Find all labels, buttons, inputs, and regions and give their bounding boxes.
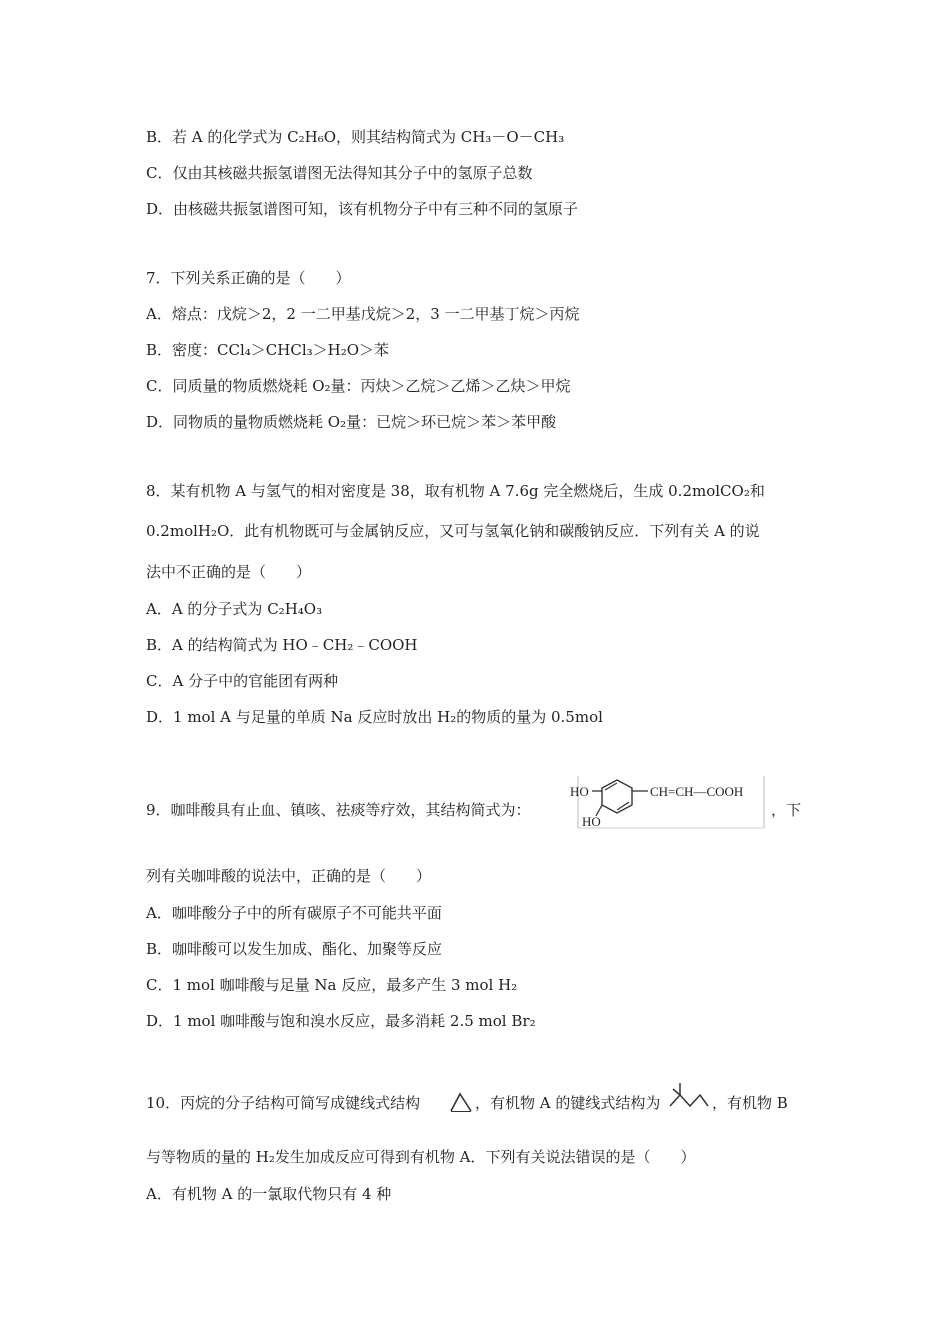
q8-stem-line3: 法中不正确的是（ ） [146,563,312,581]
q10-stem-part1: 10．丙烷的分子结构可简写成键线式结构 [146,1094,421,1112]
caffeic-acid-structure [568,772,768,832]
q8-option-a: A．A 的分子式为 C₂H₄O₃ [146,600,323,618]
q7-stem: 7．下列关系正确的是（ ） [146,269,351,287]
struct-ho-bottom: HO [582,814,601,829]
q9-stem-line2: 列有关咖啡酸的说法中，正确的是（ ） [146,867,432,885]
q7-option-d: D．同物质的量物质燃烧耗 O₂量：已烷＞环已烷＞苯＞苯甲酸 [146,413,557,431]
q7-option-b: B．密度：CCl₄＞CHCl₃＞H₂O＞苯 [146,341,390,359]
q6-option-c: C．仅由其核磁共振氢谱图无法得知其分子中的氢原子总数 [146,164,533,182]
q10-option-a: A．有机物 A 的一氯取代物只有 4 种 [146,1185,392,1203]
q10-stem-part2: ，有机物 A 的键线式结构为 [475,1094,661,1112]
struct-chain: CH=CH—COOH [650,784,744,799]
q8-stem-line2: 0.2molH₂O．此有机物既可与金属钠反应，又可与氢氧化钠和碳酸钠反应．下列有关 A 的说 [146,522,760,540]
q8-option-d: D．1 mol A 与足量的单质 Na 反应时放出 H₂的物质的量为 0.5mol [146,708,603,726]
q8-option-c: C．A 分子中的官能团有两种 [146,672,339,690]
q7-option-a: A．熔点：戊烷＞2，2 一二甲基戊烷＞2，3 一二甲基丁烷＞丙烷 [146,305,580,323]
q7-option-c: C．同质量的物质燃烧耗 O₂量：丙炔＞乙烷＞乙烯＞乙炔＞甲烷 [146,377,571,395]
q8-stem-line1: 8．某有机物 A 与氢气的相对密度是 38，取有机物 A 7.6g 完全燃烧后，生成 0.2molCO₂和 [146,482,765,500]
q6-option-b: B．若 A 的化学式为 C₂H₆O，则其结构简式为 CH₃－O－CH₃ [146,128,565,146]
q9-stem-continuation: ，下 [771,801,802,819]
q10-stem-part3: ，有机物 B [712,1094,788,1112]
q9-option-c: C．1 mol 咖啡酸与足量 Na 反应，最多产生 3 mol H₂ [146,976,518,994]
compound-a-skeletal-icon [668,1081,710,1111]
q6-option-d: D．由核磁共振氢谱图可知，该有机物分子中有三种不同的氢原子 [146,200,579,218]
struct-ho-top: HO [570,784,589,799]
q10-stem-line2: 与等物质的量的 H₂发生加成反应可得到有机物 A．下列有关说法错误的是（ ） [146,1148,696,1166]
propane-skeletal-icon [449,1091,473,1113]
q9-option-d: D．1 mol 咖啡酸与饱和溴水反应，最多消耗 2.5 mol Br₂ [146,1012,536,1030]
q9-option-a: A．咖啡酸分子中的所有碳原子不可能共平面 [146,904,442,922]
q8-option-b: B．A 的结构简式为 HO﹣CH₂﹣COOH [146,636,418,654]
q9-stem-line1: 9．咖啡酸具有止血、镇咳、祛痰等疗效，其结构简式为： [146,801,531,819]
q9-option-b: B．咖啡酸可以发生加成、酯化、加聚等反应 [146,940,443,958]
